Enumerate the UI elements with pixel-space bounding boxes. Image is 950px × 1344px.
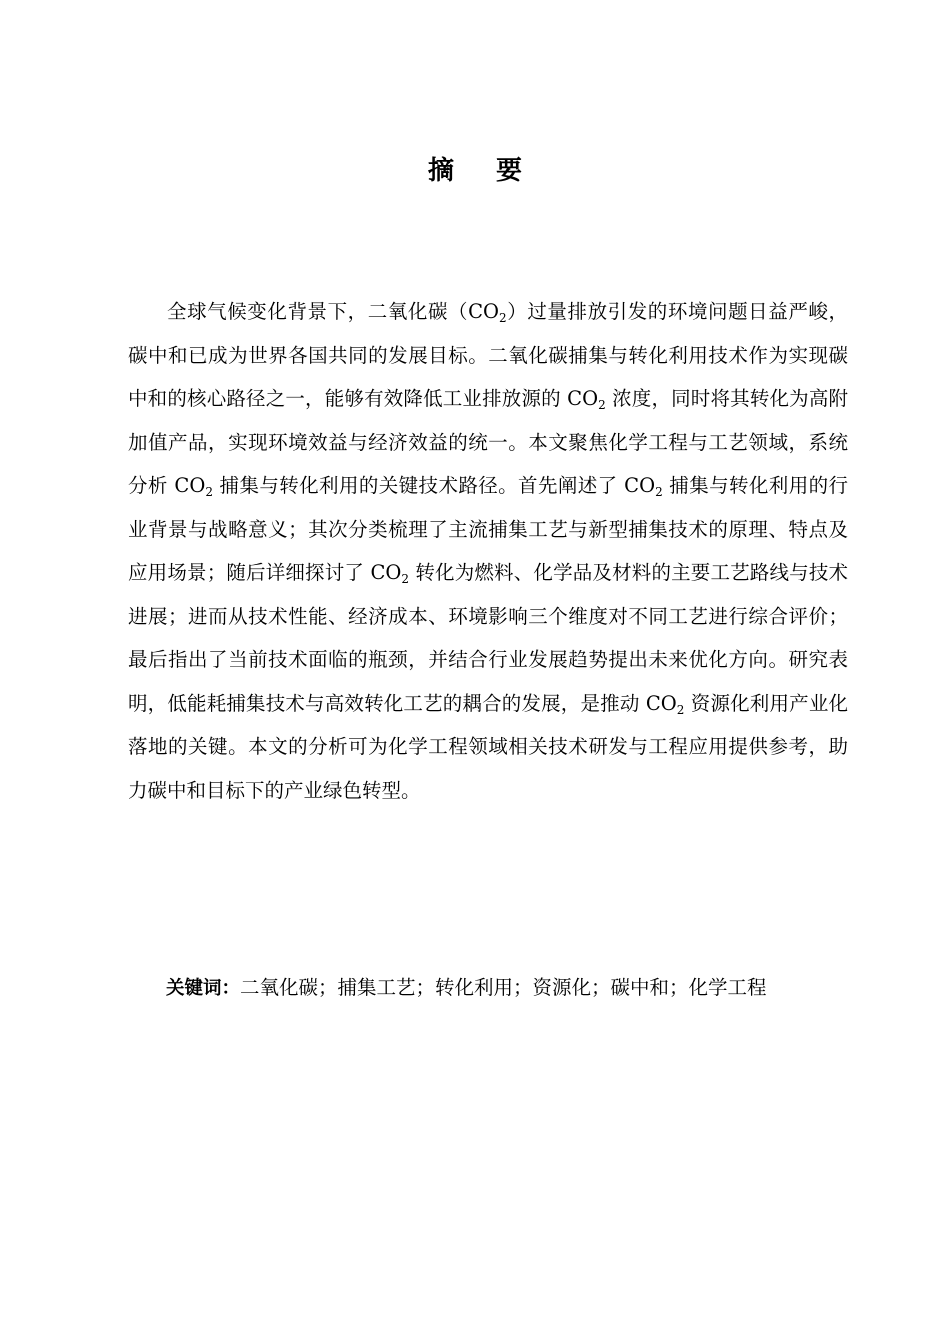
- co2-subscript: 2: [499, 311, 507, 325]
- abstract-text-5: 捕集与转化利用的行业背景与战略意义；其次分类梳理了主流捕集工艺与新型捕集技术的原理、特点及应用场景；随后详细探讨了 CO: [128, 474, 849, 584]
- keywords-line: [166, 966, 886, 1010]
- keywords-text: 二氧化碳；捕集工艺；转化利用；资源化；碳中和；化学工程: [240, 976, 767, 999]
- abstract-text-7: 资源化利用产业化落地的关键。本文的分析可为化学工程领域相关技术研发与工程应用提供参考，助力碳中和目标下的产业绿色转型。: [128, 691, 849, 802]
- abstract-paragraph: [128, 290, 848, 812]
- title-char-2: 要: [496, 156, 523, 186]
- abstract-text-4: 捕集与转化利用的关键技术路径。首先阐述了 CO: [212, 474, 656, 497]
- title-char-1: 摘: [427, 156, 454, 186]
- page-title: [0, 150, 950, 187]
- co2-subscript: 2: [401, 572, 409, 586]
- abstract-text-3: 浓度，同时将其转化为高附加值产品，实现环境效益与经济效益的统一。本文聚焦化学工程与工艺领域，系统分析 CO: [128, 387, 849, 497]
- co2-subscript: 2: [598, 398, 606, 412]
- co2-subscript: 2: [655, 485, 663, 499]
- abstract-text-6: 转化为燃料、化学品及材料的主要工艺路线与技术进展；进而从技术性能、经济成本、环境影响三个维度对不同工艺进行综合评价；最后指出了当前技术面临的瓶颈，并结合行业发展趋势提出未来优化方向。研究表明，低能耗捕集技术与高效转化工艺的耦合的发展，是推动 CO: [128, 561, 848, 715]
- co2-subscript: 2: [676, 702, 685, 717]
- abstract-text-2: ）过量排放引发的环境问题日益严峻，碳中和已成为世界各国共同的发展目标。二氧化碳捕集与转化利用技术作为实现碳中和的核心路径之一，能够有效降低工业排放源的 CO: [128, 300, 848, 410]
- keywords-label: 关键词：: [166, 978, 241, 999]
- co2-subscript: 2: [205, 485, 213, 499]
- abstract-text-1: 全球气候变化背景下，二氧化碳（CO: [167, 300, 500, 323]
